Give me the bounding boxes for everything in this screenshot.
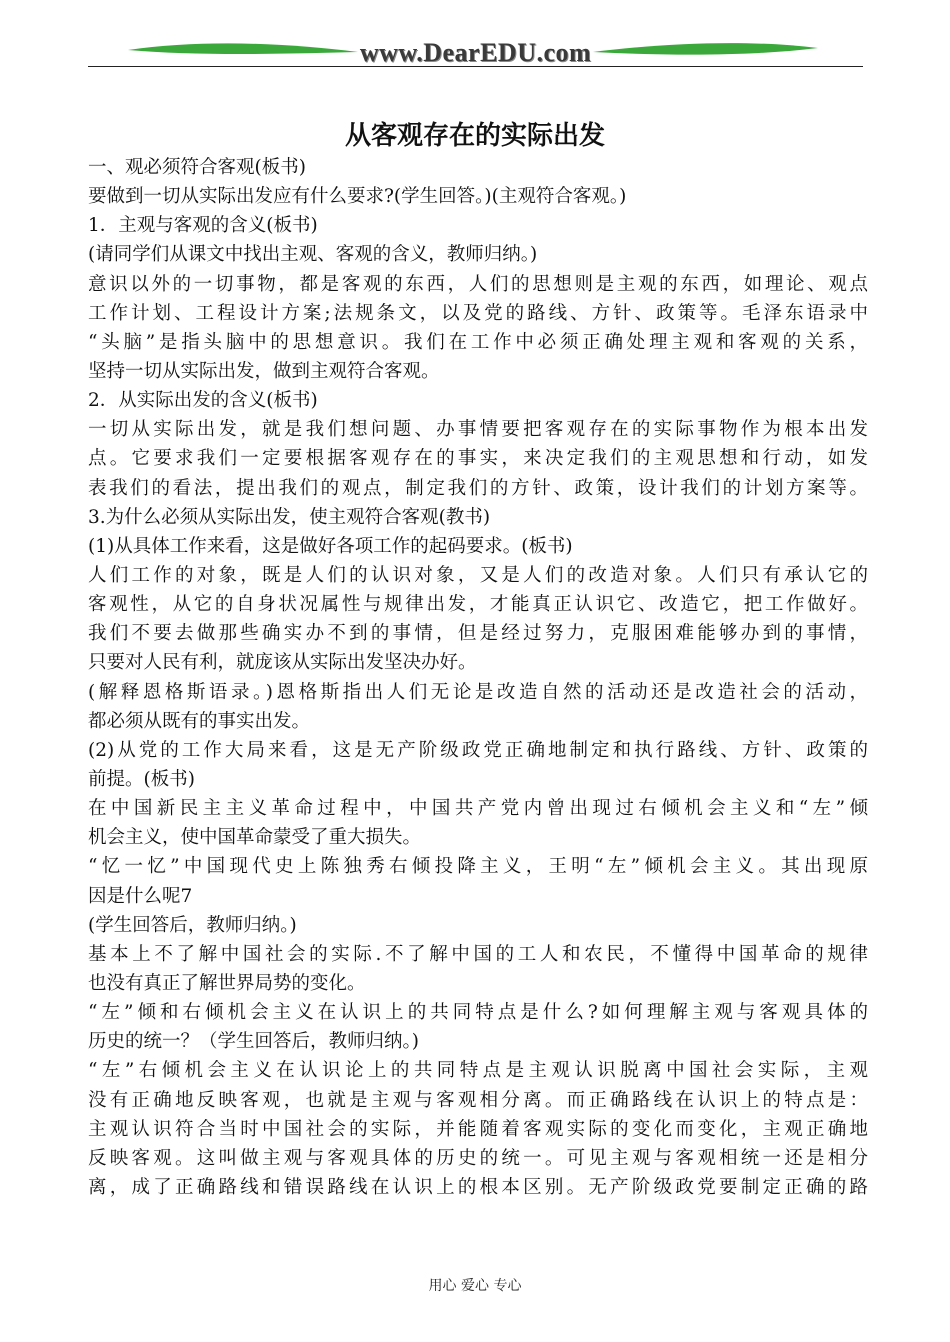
text-line: 反映客观。这叫做主观与客观具体的历史的统一。可见主观与客观相统一还是相分	[88, 1147, 868, 1169]
text-line: “头脑”是指头脑中的思想意识。我们在工作中必须正确处理主观和客观的关系，	[88, 331, 868, 353]
site-header	[88, 30, 863, 74]
header-divider	[88, 66, 863, 67]
text-line: 只要对人民有利，就庞该从实际出发坚决办好。	[88, 652, 477, 674]
text-line: (学生回答后，教师归纳。)	[88, 914, 297, 936]
text-line: 也没有真正了解世界局势的变化。	[88, 972, 366, 994]
text-line: 因是什么呢7	[88, 885, 193, 907]
text-line: 一切从实际出发，就是我们想问题、办事情要把客观存在的实际事物作为根本出发	[88, 419, 868, 441]
text-line: 表我们的看法，提出我们的观点，制定我们的方针、政策，设计我们的计划方案等。	[88, 477, 868, 499]
text-line: (解释恩格斯语录。)恩格斯指出人们无论是改造自然的活动还是改造社会的活动，	[88, 681, 868, 703]
text-line: 基本上不了解中国社会的实际.不了解中国的工人和农民，不懂得中国革命的规律	[88, 943, 868, 965]
text-line: 都必须从既有的事实出发。	[88, 710, 311, 732]
text-line: 3.为什么必须从实际出发，使主观符合客观(教书)	[88, 506, 491, 528]
text-line: “左”倾和右倾机会主义在认识上的共同特点是什么?如何理解主观与客观具体的	[88, 1002, 868, 1024]
document-body	[88, 153, 868, 1202]
text-line: 1．主观与客观的含义(板书)	[88, 215, 318, 237]
text-line: 一、观必须符合客观(板书)	[88, 157, 306, 178]
text-line: 机会主义，使中国革命蒙受了重大损失。	[88, 827, 422, 849]
text-line: 在中国新民主主义革命过程中，中国共产党内曾出现过右倾机会主义和“左”倾	[88, 798, 868, 820]
text-line: (请同学们从课文中找出主观、客观的含义，教师归纳。)	[88, 244, 538, 266]
text-line: 我们不要去做那些确实办不到的事情，但是经过努力，克服困难能够办到的事情，	[88, 623, 868, 645]
text-line: 主观认识符合当时中国社会的实际，并能随着客观实际的变化而变化，主观正确地	[88, 1118, 868, 1140]
text-line: 坚持一切从实际出发，做到主观符合客观。	[88, 360, 440, 382]
text-line: 历史的统一？（学生回答后，教师归纳。)	[88, 1031, 419, 1053]
text-line: “忆一忆”中国现代史上陈独秀右倾投降主义，王明“左”倾机会主义。其出现原	[88, 856, 868, 878]
text-line: 人们工作的对象，既是人们的认识对象，又是人们的改造对象。人们只有承认它的	[88, 564, 868, 586]
text-line: 离，成了正确路线和错误路线在认识上的根本区别。无产阶级政党要制定正确的路	[88, 1176, 868, 1198]
site-logo-text[interactable]: www.DearEDU.com	[359, 38, 592, 67]
text-line: 没有正确地反映客观，也就是主观与客观相分离。而正确路线在认识上的特点是：	[88, 1089, 868, 1111]
text-line: 工作计划、工程设计方案;法规条文，以及党的路线、方针、政策等。毛泽东语录中	[88, 302, 868, 324]
text-line: 2．从实际出发的含义(板书)	[88, 390, 318, 412]
text-line: 前提。(板书)	[88, 768, 195, 790]
text-line: (1)从具体工作来看，这是做好各项工作的起码要求。(板书)	[88, 535, 573, 557]
text-line: 要做到一切从实际出发应有什么要求?(学生回答。)(主观符合客观。)	[88, 186, 627, 208]
text-line: 点。它要求我们一定要根据客观存在的事实，来决定我们的主观思想和行动，如发	[88, 448, 868, 470]
page-footer: 用心 爱心 专心	[428, 1278, 522, 1294]
text-line: “左”右倾机会主义在认识论上的共同特点是主观认识脱离中国社会实际，主观	[88, 1060, 868, 1082]
text-line: (2)从党的工作大局来看，这是无产阶级政党正确地制定和执行路线、方针、政策的	[88, 739, 868, 761]
page-title: 从客观存在的实际出发	[344, 121, 605, 151]
text-line: 客观性，从它的自身状况属性与规律出发，才能真正认识它、改造它，把工作做好。	[88, 594, 868, 616]
text-line: 意识以外的一切事物，都是客观的东西，人们的思想则是主观的东西，如理论、观点	[88, 273, 868, 295]
